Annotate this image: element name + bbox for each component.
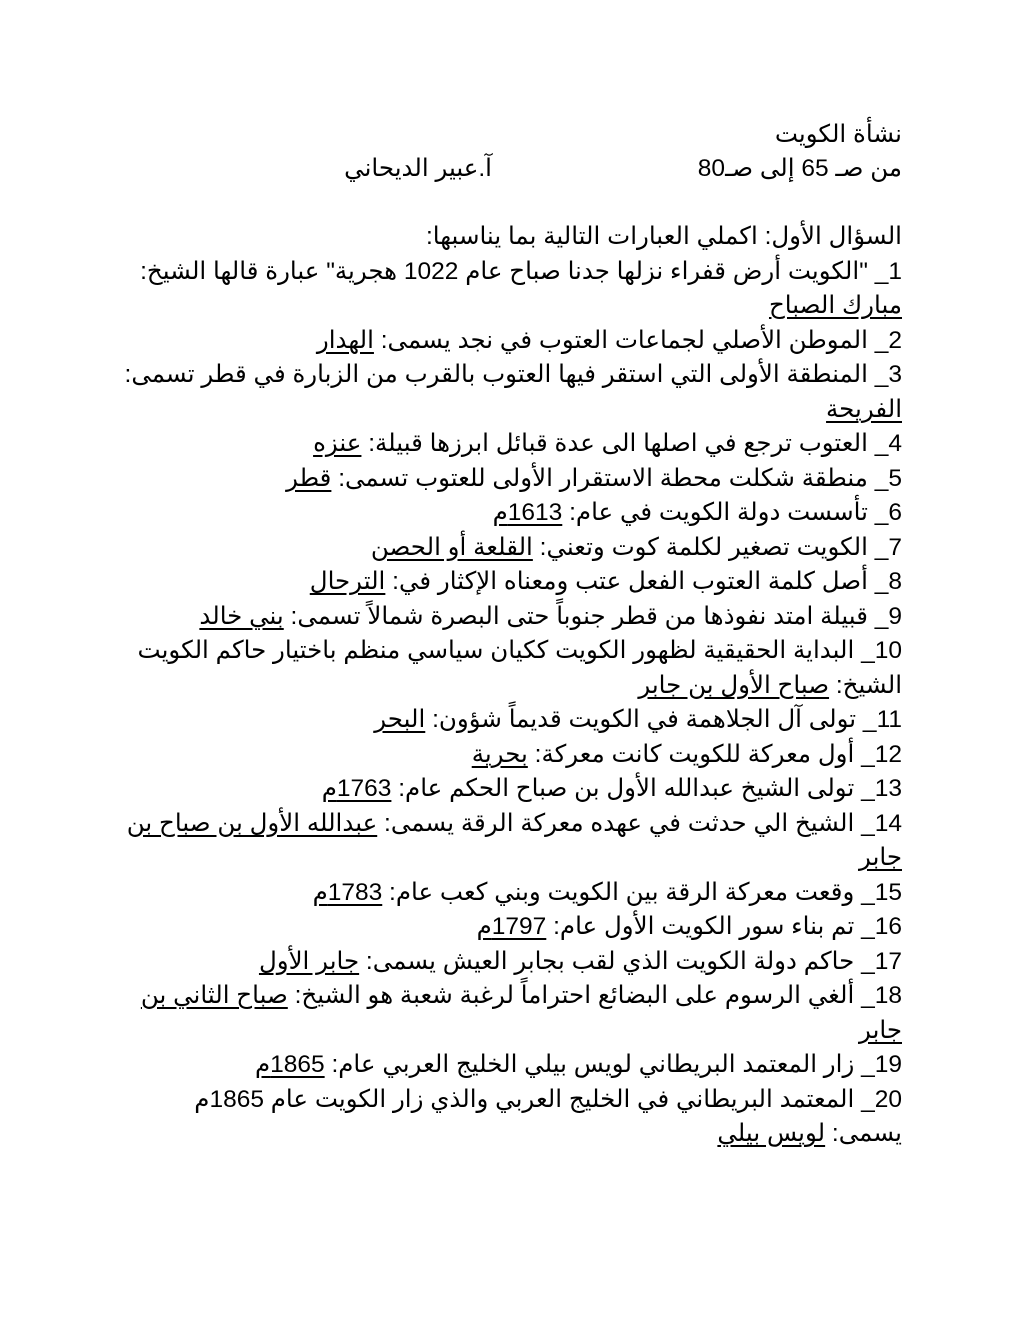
question-item-18: [120, 979, 902, 1048]
item-answer: صباح الأول بن جابر: [638, 671, 830, 699]
item-number: 14_: [861, 809, 902, 837]
question-item-9: [120, 600, 902, 635]
question-item-5: [120, 462, 902, 497]
item-number: 5_: [874, 464, 902, 492]
item-text: منطقة شكلت محطة الاستقرار الأولى للعتوب تسمى:: [331, 464, 875, 492]
item-number: 19_: [861, 1051, 902, 1078]
question-item-20: [120, 1083, 902, 1152]
item-answer: البحر: [374, 706, 426, 733]
item-text: الموطن الأصلي لجماعات العتوب في نجد يسمى:: [373, 326, 875, 354]
item-answer: الفريحة: [826, 395, 902, 423]
item-number: 20_: [861, 1085, 902, 1113]
item-text: تولى آل الجلاهمة في الكويت قديماً شؤون:: [425, 706, 863, 733]
question-item-16: [120, 910, 902, 945]
item-number: 10_: [861, 637, 902, 664]
question-item-8: [120, 565, 902, 600]
item-text: تأسست دولة الكويت في عام:: [562, 499, 875, 526]
question-item-4: [120, 427, 902, 462]
item-answer: عنزه: [313, 430, 362, 457]
item-number: 6_: [874, 499, 902, 526]
item-answer: القلعة أو الحصن: [370, 533, 533, 561]
item-number: 2_: [874, 326, 902, 354]
page-range: من صـ 65 إلى صـ80: [697, 155, 902, 182]
question-item-15: [120, 876, 902, 911]
item-number: 3_: [874, 361, 902, 388]
item-number: 16_: [861, 913, 902, 940]
document-page: [120, 118, 902, 1152]
spacer: [120, 186, 902, 220]
item-answer: بني خالد: [199, 602, 284, 630]
item-text: "الكويت أرض قفراء نزلها جدنا صباح عام 1022 هجرية" عبارة قالها الشيخ:: [140, 257, 875, 285]
item-text: المعتمد البريطاني في الخليج العربي والذي زار الكويت عام 1865م يسمى:: [194, 1085, 902, 1147]
item-text: البداية الحقيقية لظهور الكويت ككيان سياسي منظم باختيار حاكم الكويت الشيخ:: [137, 637, 902, 699]
item-text: العتوب ترجع في اصلها الى عدة قبائل ابرزها قبيلة:: [361, 430, 875, 457]
item-number: 9_: [874, 602, 902, 630]
item-answer: 1797م: [476, 913, 547, 940]
question-heading: السؤال الأول: اكملي العبارات التالية بما يناسبها:: [425, 223, 902, 250]
document-title: نشأة الكويت: [774, 121, 902, 148]
question-item-3: [120, 358, 902, 427]
item-number: 11_: [862, 706, 902, 733]
document-meta: [120, 152, 902, 186]
question-item-19: [120, 1048, 902, 1083]
item-text: ألغي الرسوم على البضائع احتراماً لرغبة شعبة هو الشيخ:: [287, 982, 862, 1009]
question-item-7: [120, 531, 902, 566]
item-number: 18_: [861, 982, 902, 1009]
item-text: المنطقة الأولى التي استقر فيها العتوب بالقرب من الزبارة في قطر تسمى:: [124, 361, 875, 388]
item-text: أصل كلمة العتوب الفعل عتب ومعناه الإكثار في:: [385, 568, 875, 595]
item-text: زار المعتمد البريطاني لويس بيلي الخليج العربي عام:: [324, 1051, 862, 1078]
item-text: الشيخ الي حدثت في عهده معركة الرقة يسمى:: [377, 809, 862, 837]
item-number: 12_: [861, 740, 902, 768]
question-item-2: [120, 324, 902, 359]
item-number: 17_: [861, 947, 902, 975]
item-answer: مبارك الصباح: [768, 292, 902, 319]
question-item-17: [120, 945, 902, 980]
question-item-13: [120, 772, 902, 807]
item-answer: الهدار: [316, 326, 374, 354]
teacher-name: آ.عبير الديحاني: [344, 155, 492, 182]
question-item-10: [120, 634, 902, 703]
item-number: 8_: [874, 568, 902, 595]
item-text: قبيلة امتد نفوذها من قطر جنوباً حتى البصرة شمالاً تسمى:: [283, 602, 875, 630]
question-item-6: [120, 496, 902, 531]
item-text: تم بناء سور الكويت الأول عام:: [546, 913, 862, 940]
item-answer: جابر الأول: [258, 947, 360, 975]
item-answer: لويس بيلي: [717, 1120, 826, 1147]
question-item-11: [120, 703, 902, 738]
item-text: أول معركة للكويت كانت معركة:: [527, 740, 862, 768]
item-text: حاكم دولة الكويت الذي لقب بجابر العيش يسمى:: [359, 947, 862, 975]
question-item-1: [120, 255, 902, 324]
item-answer: بحرية: [471, 740, 528, 768]
item-answer: صباح الثاني بن جابر: [140, 982, 902, 1044]
item-number: 7_: [874, 533, 902, 561]
item-text: وقعت معركة الرقة بين الكويت وبني كعب عام:: [382, 878, 862, 906]
item-number: 1_: [874, 257, 902, 285]
item-text: الكويت تصغير لكلمة كوت وتعني:: [532, 533, 875, 561]
item-answer: 1613م: [492, 499, 563, 526]
item-answer: 1865م: [254, 1051, 325, 1078]
item-answer: قطر: [286, 464, 332, 492]
item-number: 4_: [874, 430, 902, 457]
item-answer: الترحال: [309, 568, 386, 595]
question-item-14: [120, 807, 902, 876]
item-answer: 1763م: [321, 775, 392, 802]
item-answer: 1783م: [312, 878, 383, 906]
item-number: 13_: [861, 775, 902, 802]
item-text: تولى الشيخ عبدالله الأول بن صباح الحكم عام:: [391, 775, 862, 802]
question-item-12: [120, 738, 902, 773]
item-answer: عبدالله الأول بن صباح بن جابر: [126, 809, 902, 871]
item-number: 15_: [861, 878, 902, 906]
